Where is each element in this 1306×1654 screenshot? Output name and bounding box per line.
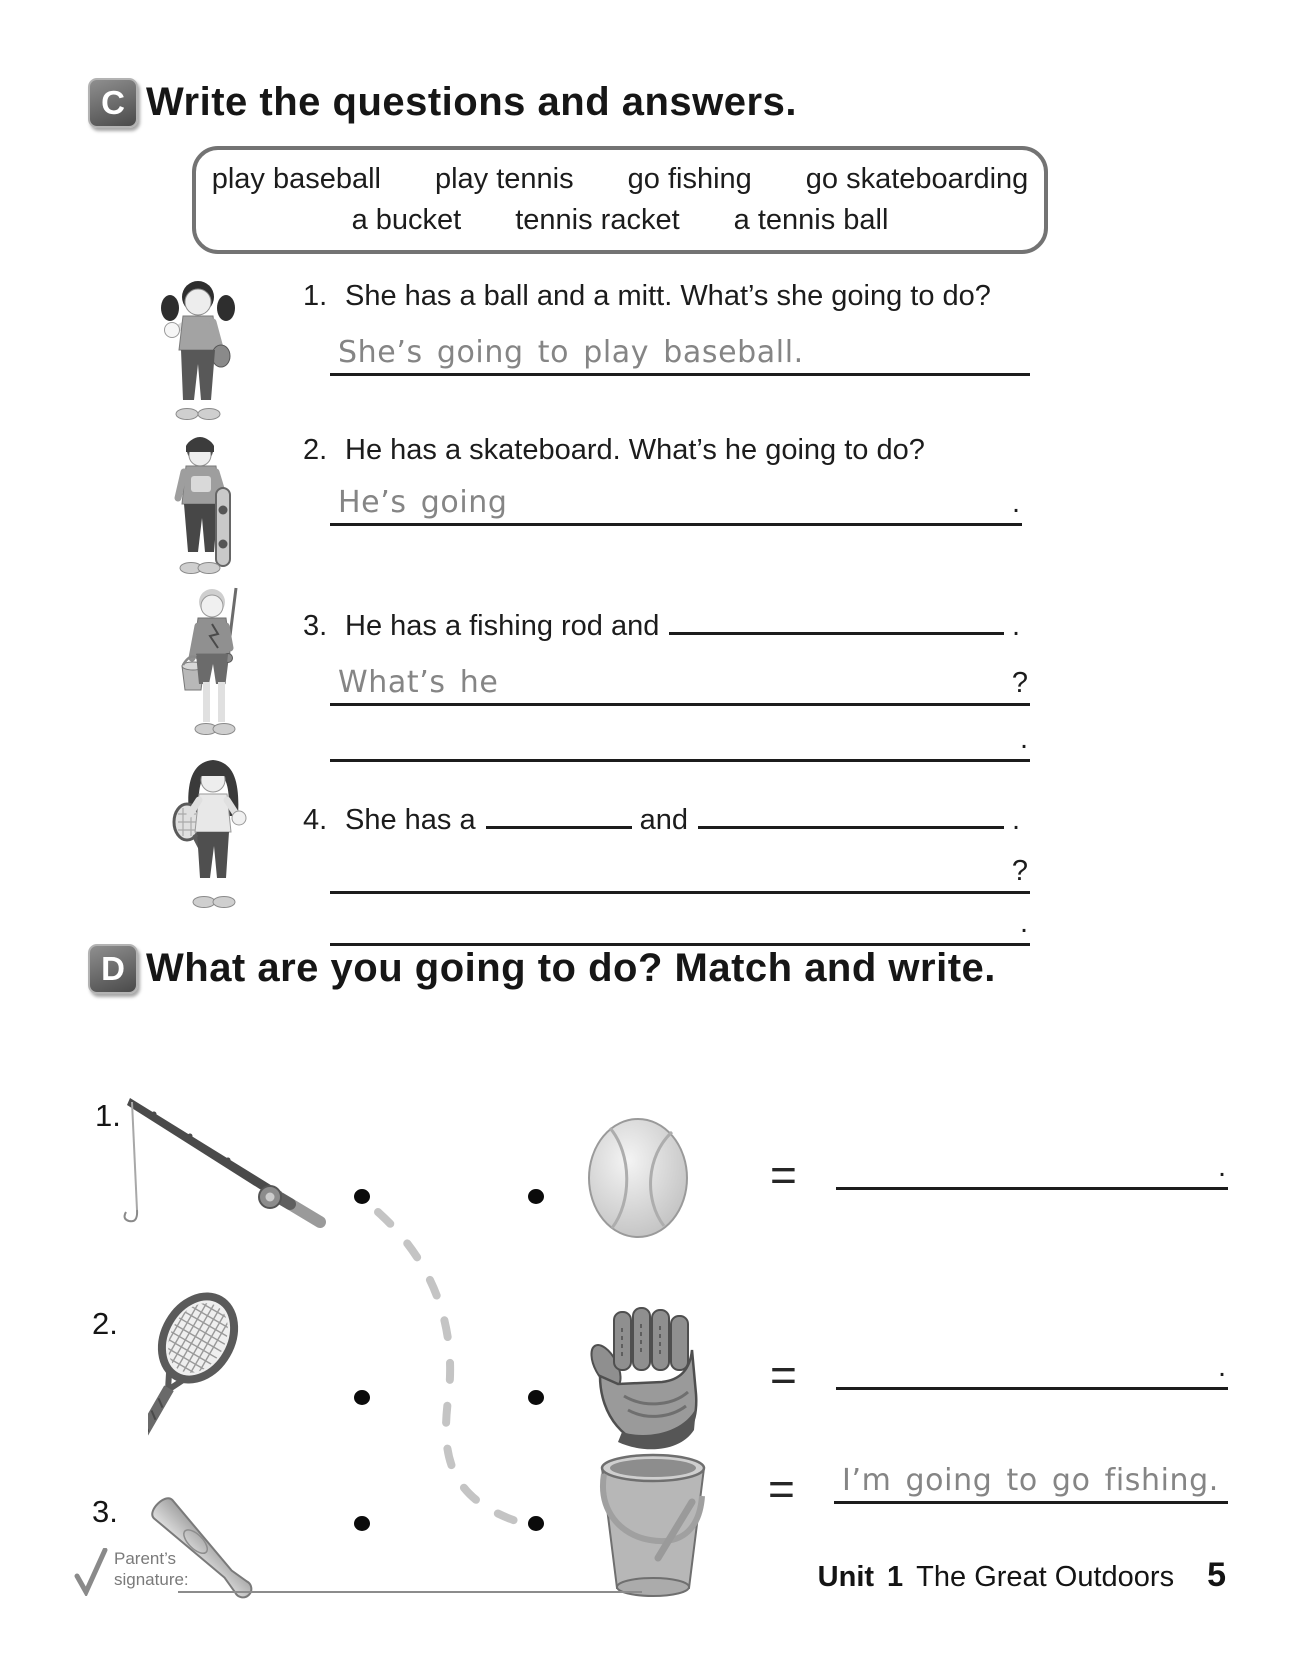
footer-page-number: 5 — [1207, 1556, 1226, 1594]
section-d-title: What are you going to do? Match and write. — [146, 946, 996, 990]
section-c-title: Write the questions and answers. — [146, 80, 797, 124]
ball-icon — [586, 1116, 690, 1240]
question-3-end-punctuation: . — [1011, 610, 1020, 642]
match-row-2-number: 2. — [92, 1306, 118, 1341]
footer-unit-title: The Great Outdoors — [916, 1561, 1175, 1593]
checkmark-icon — [74, 1548, 108, 1596]
question-2-number: 2. — [303, 434, 328, 466]
word-bank-item: go skateboarding — [805, 163, 1029, 195]
match-row-1-right-dot — [528, 1189, 544, 1204]
question-4-text-mid: and — [639, 804, 688, 836]
question-2-end-punctuation: . — [1011, 487, 1020, 519]
tennis-racket-icon — [148, 1292, 278, 1472]
question-4-text-prefix: She has a — [345, 804, 476, 836]
parents-signature-label-line2: signature: — [114, 1570, 189, 1589]
word-bank-item: play baseball — [211, 163, 381, 195]
question-4-line-1-punctuation: ? — [1011, 855, 1028, 887]
parents-signature-line — [178, 1560, 642, 1593]
parents-signature-label-line1: Parent’s — [114, 1549, 177, 1568]
section-c-badge: C — [88, 78, 138, 128]
match-row-3-left-dot — [354, 1516, 370, 1531]
question-4-line-2-punctuation: . — [1019, 907, 1028, 939]
question-2-text: He has a skateboard. What’s he going to do? — [345, 434, 925, 466]
word-bank-item: a tennis ball — [733, 204, 889, 236]
word-bank-item: go fishing — [627, 163, 752, 195]
match-row-2-left-dot — [354, 1390, 370, 1405]
question-3-line-2-punctuation: . — [1019, 723, 1028, 755]
word-bank-item: play tennis — [434, 163, 574, 195]
baseball-mitt-icon — [584, 1304, 704, 1458]
question-2-handwritten-answer: He’s going — [338, 485, 508, 520]
match-row-1-end-punctuation: . — [1217, 1151, 1226, 1183]
match-row-1-number: 1. — [95, 1098, 121, 1133]
question-3-handwritten-answer: What’s he — [338, 665, 499, 700]
section-d-badge: D — [88, 944, 138, 994]
question-4-end-punctuation: . — [1011, 804, 1020, 836]
word-bank-item: tennis racket — [515, 204, 680, 236]
match-row-3-equals: = — [768, 1463, 795, 1515]
match-row-3-handwritten-answer: I’m going to go fishing. — [842, 1463, 1219, 1498]
footer-unit-word: Unit — [817, 1561, 875, 1593]
match-row-3-right-dot — [528, 1516, 544, 1531]
match-row-2-answer-line — [836, 1332, 1228, 1390]
question-1-text: She has a ball and a mitt. What’s she going to do? — [345, 280, 991, 312]
footer-unit-info — [818, 1556, 1226, 1595]
question-3-text-prefix: He has a fishing rod and — [345, 610, 660, 642]
match-row-3-answer-line — [834, 1446, 1228, 1504]
word-bank-item: a bucket — [351, 204, 462, 236]
footer-unit-number: 1 — [887, 1561, 904, 1593]
match-row-2-end-punctuation: . — [1217, 1351, 1226, 1383]
question-1-handwritten-answer: She’s going to play baseball. — [338, 335, 804, 370]
question-4-number: 4. — [303, 804, 328, 836]
match-row-2-equals: = — [770, 1349, 797, 1401]
question-3-line-1-punctuation: ? — [1011, 667, 1028, 699]
match-row-2-right-dot — [528, 1390, 544, 1405]
match-row-1-equals: = — [770, 1149, 797, 1201]
question-3-number: 3. — [303, 610, 328, 642]
match-row-1-left-dot — [354, 1189, 370, 1204]
question-1-number: 1. — [303, 280, 328, 312]
match-row-1-answer-line — [836, 1132, 1228, 1190]
match-row-3-number: 3. — [92, 1494, 118, 1529]
fishing-rod-icon — [120, 1092, 332, 1244]
